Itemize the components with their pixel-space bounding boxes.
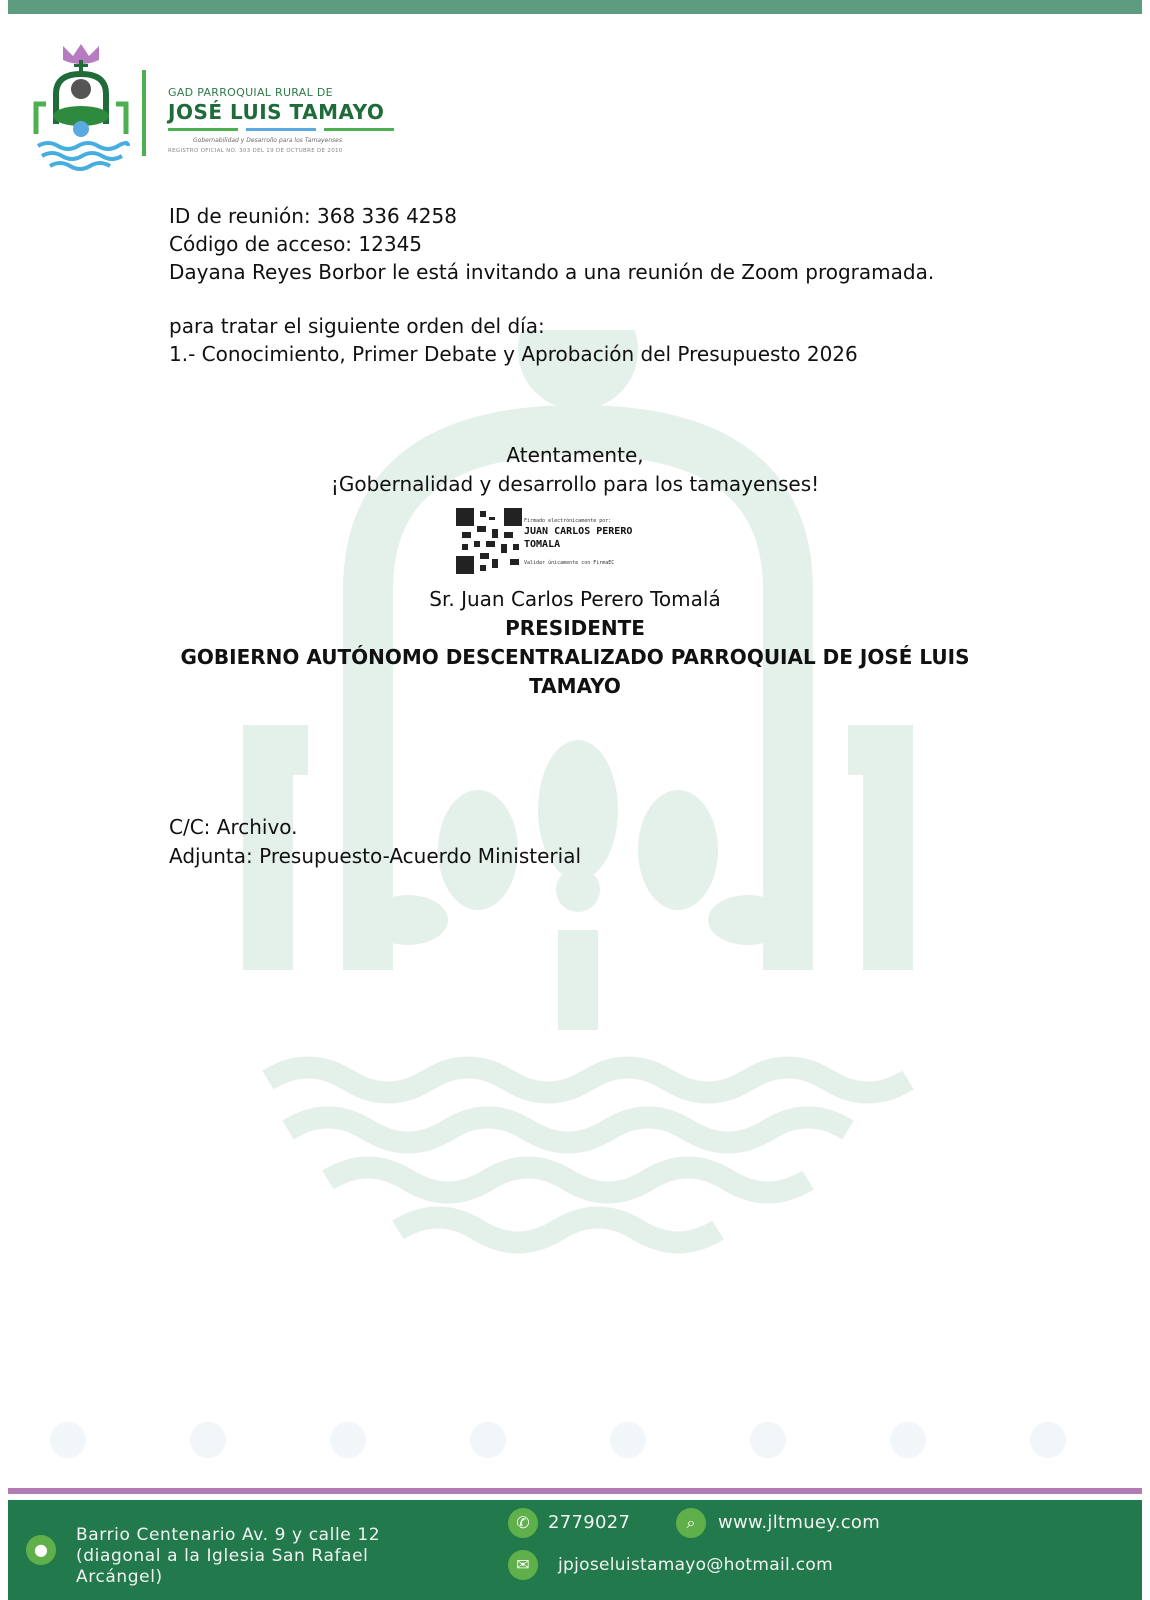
meeting-id: ID de reunión: 368 336 4258 bbox=[169, 204, 457, 228]
web-search-icon: ⌕ bbox=[676, 1508, 706, 1538]
email-icon: ✉ bbox=[508, 1550, 538, 1580]
closing-slogan: ¡Gobernalidad y desarrollo para los tamayenses! bbox=[330, 472, 820, 496]
footer-divider bbox=[8, 1488, 1142, 1494]
signer-line1: JUAN CARLOS PERERO bbox=[524, 526, 633, 537]
electronic-signature bbox=[456, 508, 696, 580]
regards: Atentamente, bbox=[506, 443, 644, 467]
address-line3: Arcángel) bbox=[76, 1567, 163, 1587]
footer bbox=[8, 1500, 1142, 1600]
institution-line2: TAMAYO bbox=[529, 674, 621, 698]
closing bbox=[8, 441, 1142, 499]
address-line1: Barrio Centenario Av. 9 y calle 12 bbox=[76, 1525, 381, 1545]
access-code: Código de acceso: 12345 bbox=[169, 232, 423, 256]
logo-divider bbox=[142, 70, 146, 156]
validate-label: Validar únicamente con FirmaEC bbox=[524, 560, 615, 566]
footer-phone: 2779027 bbox=[548, 1512, 631, 1533]
attachment-line: Adjunta: Presupuesto-Acuerdo Ministerial bbox=[169, 844, 582, 868]
parish-logo-emblem bbox=[16, 34, 146, 184]
signer-line2: TOMALA bbox=[524, 539, 561, 550]
footer-website[interactable]: www.jltmuey.com bbox=[718, 1512, 881, 1533]
footer-address bbox=[76, 1525, 380, 1588]
signed-by-label: Firmado electrónicamente por: bbox=[524, 518, 612, 524]
org-name: JOSÉ LUIS TAMAYO bbox=[168, 100, 385, 124]
agenda-intro: para tratar el siguiente orden del día: bbox=[169, 314, 545, 338]
phone-icon: ✆ bbox=[508, 1508, 538, 1538]
institution-line1: GOBIERNO AUTÓNOMO DESCENTRALIZADO PARROQUIAL DE JOSÉ LUIS bbox=[180, 645, 970, 669]
top-border bbox=[8, 0, 1142, 14]
invitation-text: Dayana Reyes Borbor le está invitando a una reunión de Zoom programada. bbox=[169, 260, 935, 284]
footer-email[interactable]: jpjoseluistamayo@hotmail.com bbox=[558, 1555, 833, 1575]
signer-title: PRESIDENTE bbox=[505, 616, 645, 640]
org-line1: GAD PARROQUIAL RURAL DE bbox=[168, 86, 333, 99]
footer-pattern bbox=[8, 1410, 1142, 1460]
logo-rules bbox=[168, 128, 394, 131]
qr-code-icon bbox=[456, 508, 522, 574]
location-pin-icon: ● bbox=[26, 1535, 56, 1565]
copies bbox=[169, 813, 581, 871]
agenda-item: 1.- Conocimiento, Primer Debate y Aprobación del Presupuesto 2026 bbox=[169, 342, 858, 366]
address-line2: (diagonal a la Iglesia San Rafael bbox=[76, 1546, 369, 1566]
signature-block bbox=[8, 585, 1142, 701]
signer-name: Sr. Juan Carlos Perero Tomalá bbox=[429, 587, 721, 611]
org-slogan: Gobernabilidad y Desarrollo para los Tamayenses bbox=[193, 137, 342, 144]
letter-body bbox=[169, 202, 934, 368]
org-registry: REGISTRO OFICIAL NO. 303 DEL 19 DE OCTUBRE DE 2010 bbox=[168, 148, 343, 154]
document-page bbox=[8, 0, 1142, 1600]
org-header bbox=[168, 86, 394, 154]
cc-line: C/C: Archivo. bbox=[169, 815, 298, 839]
